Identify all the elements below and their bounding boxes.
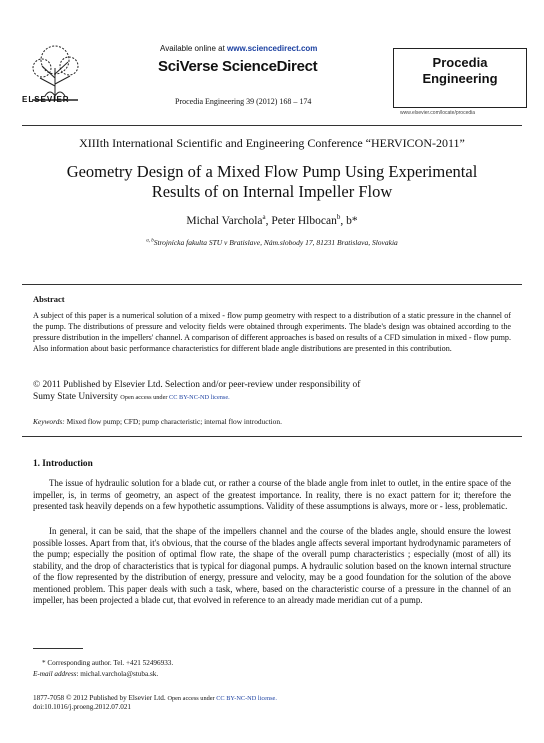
email-address — [33, 670, 158, 678]
introduction-paragraph-1: The issue of hydraulic solution for a blade cut, or rather a course of the blade angle from inlet to outlet, in the entire space of the impeller, is, in terms of geometry, an aspect of the greatest importance. In reality, there is no exact pattern for it; therefore the presented task heavily depends on a few hypothetic assumptions. Validity of these assumptions is always, more or - less, problematic. — [33, 478, 511, 511]
author-2-sup: b — [336, 213, 341, 221]
introduction-paragraph-2: In general, it can be said, that the shape of the impellers channel and the course of the blades angle, should ensure the lowest possible losses. Apart from that, it's obvious, that the course of the blades angle affects several important hydrodynamic parameters of the pump; especially the position of optimal flow rate, the shape of the overall pump characteristics ; especially (most of all) its stability, and the drop of characteristics that is typical for diagonal pumps. A hydraulic solution based on the known internal structure of the flow represented by the distribution of energy, pressure and velocity, may be a good foundation for the solution of the above mentioned problem. This paper deals with such a task, where, based on the characteristic course of a pressure in the channel of an impeller, has been projected a blade cut, that evolved in reference to an already made meridian cut of a pump. — [33, 526, 511, 605]
paper-title — [20, 162, 524, 202]
sciencedirect-link[interactable]: www.sciencedirect.com — [227, 44, 318, 53]
copyright-org: Sumy State University — [33, 392, 118, 402]
journal-logo-line1: Procedia — [432, 55, 488, 70]
corresponding-author: * Corresponding author. Tel. +421 52496933. — [42, 659, 174, 667]
author-list — [20, 213, 524, 227]
bottom-open-access-label: Open access under — [167, 695, 217, 702]
title-line-1: Geometry Design of a Mixed Flow Pump Using Experimental — [66, 162, 478, 181]
keywords-label: Keywords: — [33, 417, 65, 426]
introduction-heading: 1. Introduction — [33, 459, 93, 469]
doi[interactable]: doi:10.1016/j.proeng.2012.07.021 — [33, 703, 132, 711]
platform-name: SciVerse ScienceDirect — [158, 58, 318, 75]
license-link[interactable]: CC BY-NC-ND license. — [169, 394, 230, 401]
journal-logo-title — [394, 55, 526, 87]
journal-url[interactable]: www.elsevier.com/locate/procedia — [400, 110, 476, 116]
affiliation-text: Strojnícka fakulta STU v Bratislave, Nám.slobody 17, 81231 Bratislava, Slovakia — [153, 238, 398, 247]
keywords — [33, 417, 282, 426]
copyright-line-2 — [33, 392, 230, 402]
abstract-text: A subject of this paper is a numerical solution of a mixed - flow pump geometry with respect to a distribution of a static pressure in the channel of the pump. The distributions of pressure and velocity fields were obtained through experiments. The blade's design was obtained according to the pressure distribution in the impellers' channel. A comparison of different approaches is based on results of a CFD simulation in mixed - flow pump. Also information about basic performance characteristics for different blade angle distributions are presented in this contribution. — [33, 311, 511, 353]
abstract-heading: Abstract — [33, 294, 65, 304]
header-rule — [22, 125, 522, 126]
bottom-license-link[interactable]: CC BY-NC-ND license. — [216, 695, 277, 702]
author-1-sup: a — [262, 213, 266, 221]
open-access-label: Open access under — [120, 394, 170, 401]
keywords-rule — [22, 436, 522, 437]
affiliation — [20, 238, 524, 247]
author-1: Michal Varchola — [186, 214, 263, 227]
abstract-rule — [22, 284, 522, 285]
affiliation-sup: a, b — [146, 238, 154, 244]
journal-reference: Procedia Engineering 39 (2012) 168 – 174 — [175, 97, 312, 106]
copyright-line-1: © 2011 Published by Elsevier Ltd. Selection and/or peer-review under responsibility of — [33, 380, 361, 390]
journal-logo-box — [393, 48, 527, 108]
publisher-wordmark: ELSEVIER — [22, 95, 70, 104]
issn-text: 1877-7058 © 2012 Published by Elsevier Ltd. — [33, 694, 168, 702]
email-label: E-mail address — [33, 670, 77, 678]
conference-name: XIIIth International Scientific and Engineering Conference “HERVICON-2011” — [79, 136, 465, 150]
email-value[interactable]: : michal.varchola@stuba.sk. — [76, 670, 159, 678]
available-online — [160, 44, 317, 53]
author-separator: , Peter Hlbocan — [265, 214, 337, 227]
author-tail: , b* — [340, 214, 358, 227]
available-prefix: Available online at — [160, 44, 228, 53]
footnote-rule — [33, 648, 83, 649]
journal-logo-line2: Engineering — [422, 71, 498, 86]
keywords-text: Mixed flow pump; CFD; pump characteristic; internal flow introduction. — [64, 417, 282, 426]
issn-line — [33, 694, 277, 702]
title-line-2: Results of on Internal Impeller Flow — [151, 182, 393, 201]
